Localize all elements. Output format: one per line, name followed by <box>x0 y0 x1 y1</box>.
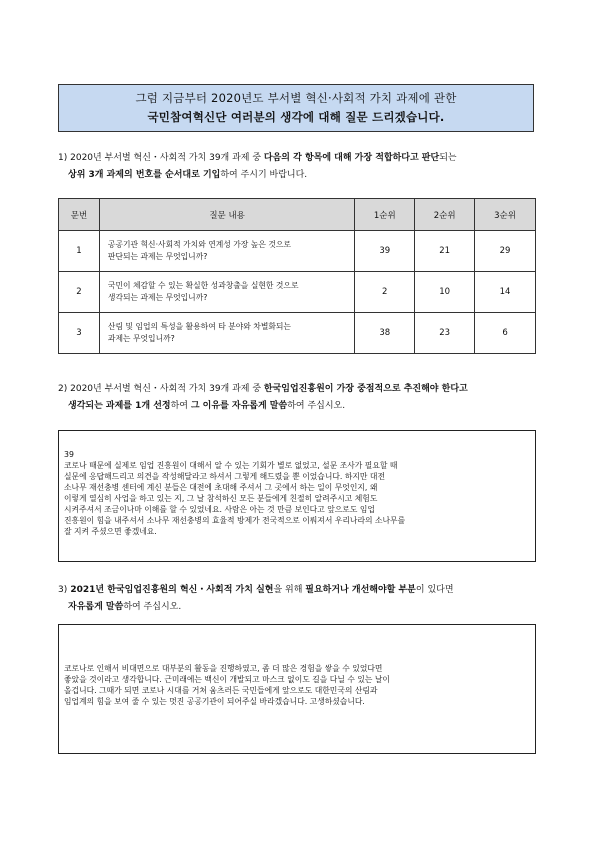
answer-line: 코로나로 인해서 비대면으로 대부분의 활동을 진행하였고, 좀 더 많은 경험을 쌓을 수 있었다면 <box>64 664 383 673</box>
table-row <box>59 231 536 272</box>
ranking-table <box>58 198 536 354</box>
row-question <box>99 231 354 272</box>
rank-2-value[interactable]: 21 <box>415 231 475 272</box>
q1-text: 2020년 부서별 혁신・사회적 가치 39개 과제 중 <box>67 153 264 163</box>
q3-text-3: 하여 주십시오. <box>123 602 182 612</box>
q1-emphasis-2: 상위 3개 과제의 번호를 순서대로 기입 <box>68 170 221 180</box>
question-2 <box>58 381 544 415</box>
q3-text: 을 위해 <box>273 585 306 595</box>
answer-line: 잘 지켜 주셨으면 좋겠네요. <box>64 527 157 536</box>
q3-emphasis-2: 필요하거나 개선해야할 부분 <box>305 585 416 595</box>
col-header-rank-1: 1순위 <box>355 199 415 231</box>
q1-text-3: 하여 주시기 바랍니다. <box>220 170 308 180</box>
col-header-rank-3: 3순위 <box>475 199 536 231</box>
row-number: 3 <box>59 313 100 354</box>
rank-1-value[interactable]: 39 <box>355 231 415 272</box>
rank-2-value[interactable]: 10 <box>415 272 475 313</box>
answer-box-q2[interactable] <box>58 430 536 562</box>
answer-line: 임업계의 힘을 보여 줄 수 있는 멋진 공공기관이 되어주실 바라겠습니다. 고생하셨습니다. <box>64 697 365 706</box>
q1-number: 1) <box>58 153 68 163</box>
answer-line: 이렇게 열심히 사업을 하고 있는 지, 그 날 참석하신 모든 분들에게 친절히 알려주시고 체험도 <box>64 494 378 503</box>
answer-line: 시켜주셔서 조금이나마 이해를 할 수 있었네요. 사람은 아는 것 만큼 보인다고 앞으로도 임업 <box>64 505 375 514</box>
table-row <box>59 313 536 354</box>
answer-line: 좋았을 것이라고 생각합니다. 근미래에는 백신이 개발되고 마스크 없이도 길을 다닐 수 있는 날이 <box>64 675 390 684</box>
rank-3-value[interactable]: 29 <box>475 231 536 272</box>
q1-emphasis: 다음의 각 항목에 대해 가장 적합하다고 판단 <box>263 153 440 163</box>
q3-emphasis: 2021년 한국임업진흥원의 혁신・사회적 가치 실현 <box>67 585 274 595</box>
q3-text-2: 이 있다면 <box>415 585 454 595</box>
question-1 <box>58 150 544 184</box>
col-header-rank-2: 2순위 <box>415 199 475 231</box>
row-question-line: 국민이 체감할 수 있는 확실한 성과창출을 실현한 것으로 <box>107 281 299 290</box>
answer-line: 39 <box>64 450 74 459</box>
rank-1-value[interactable]: 2 <box>355 272 415 313</box>
col-header-question: 질문 내용 <box>99 199 354 231</box>
rank-1-value[interactable]: 38 <box>355 313 415 354</box>
row-question-line: 생각되는 과제는 무엇입니까? <box>107 293 208 302</box>
q3-emphasis-3: 자유롭게 말씀 <box>68 602 124 612</box>
answer-line: 실문에 응답해드리고 의견을 작성해달라고 하셔서 그렇게 해드렸을 뿐 이었습니다. 하지만 대전 <box>64 472 385 481</box>
answer-line: 코로나 때문에 실제로 임업 진흥원이 대해서 알 수 있는 기회가 별로 없었고, 설문 조사가 필요할 때 <box>64 461 398 470</box>
row-question <box>99 272 354 313</box>
q2-emphasis-2: 생각되는 과제를 1개 선정 <box>68 401 171 411</box>
answer-line: 진흥원이 힘을 내주셔서 소나무 재선충병의 효율적 방제가 전국적으로 이뤄져서 우리나라의 소나무를 <box>64 516 406 525</box>
answer-line: 소나무 재선충병 센터에 계신 분들은 대전에 초대해 주셔서 그 곳에서 하는 일이 무엇인지, 왜 <box>64 483 378 492</box>
row-question <box>99 313 354 354</box>
rank-3-value[interactable]: 6 <box>475 313 536 354</box>
answer-line: 올겁니다. 그때가 되면 코로나 시대를 거쳐 움츠러든 국민들에게 앞으로도 대한민국의 산림과 <box>64 686 378 695</box>
row-question-line: 과제는 무엇입니까? <box>107 334 175 343</box>
intro-line-2: 국민참여혁신단 여러분의 생각에 대해 질문 드리겠습니다. <box>147 110 445 124</box>
q2-text: 2020년 부서별 혁신・사회적 가치 39개 과제 중 <box>67 384 264 394</box>
rank-2-value[interactable]: 23 <box>415 313 475 354</box>
table-row <box>59 272 536 313</box>
intro-line-1: 그럼 지금부터 2020년도 부서별 혁신·사회적 가치 과제에 관한 <box>135 91 457 105</box>
q2-emphasis: 한국임업진흥원이 가장 중점적으로 추진해야 한다고 <box>263 384 468 394</box>
row-number: 1 <box>59 231 100 272</box>
question-3 <box>58 582 544 616</box>
row-number: 2 <box>59 272 100 313</box>
q2-emphasis-3: 그 이유를 자유롭게 말씀 <box>190 401 288 411</box>
q2-text-3: 하여 주십시오. <box>287 401 346 411</box>
row-question-line: 판단되는 과제는 무엇입니까? <box>107 252 208 261</box>
col-header-number: 문번 <box>59 199 100 231</box>
row-question-line: 공공기관 혁신·사회적 가치와 연계성 가장 높은 것으로 <box>107 240 291 249</box>
table-header-row <box>59 199 536 231</box>
answer-box-q3[interactable] <box>58 624 536 754</box>
intro-banner <box>58 84 534 132</box>
q1-text-2: 되는 <box>439 153 457 163</box>
q2-number: 2) <box>58 384 68 394</box>
q3-number: 3) <box>58 585 68 595</box>
q2-text-2: 하여 <box>170 401 191 411</box>
rank-3-value[interactable]: 14 <box>475 272 536 313</box>
row-question-line: 산림 및 임업의 특성을 활용하여 타 분야와 차별화되는 <box>107 322 291 331</box>
